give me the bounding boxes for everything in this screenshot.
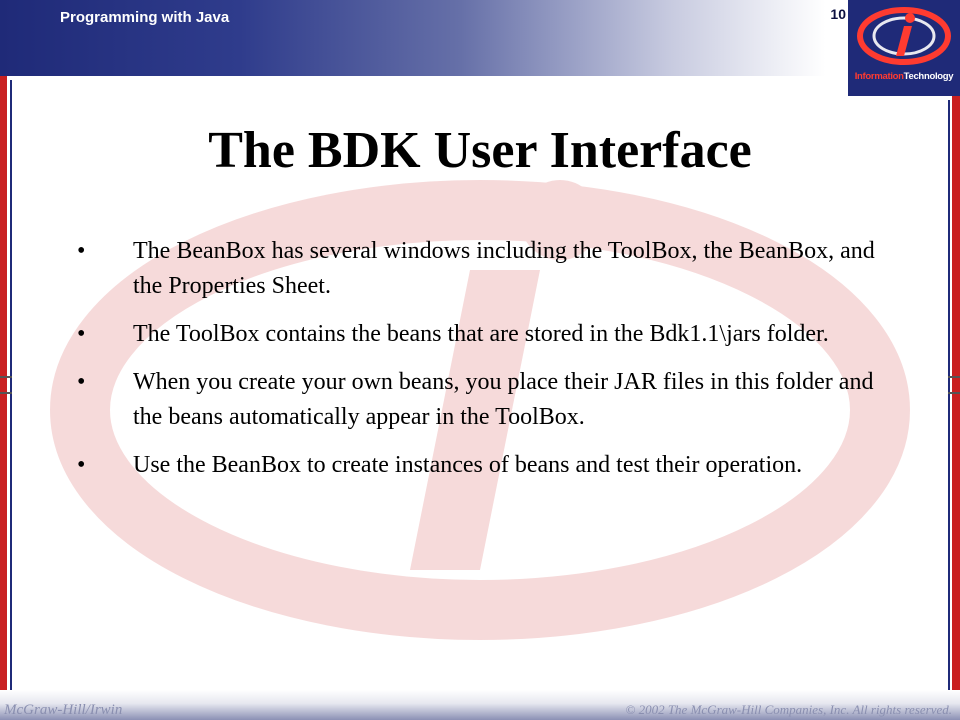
right-tick xyxy=(948,376,960,378)
bullet-text: The BeanBox has several windows including the ToolBox, the BeanBox, and the Properties Sheet. xyxy=(133,238,875,299)
bullet-text: The ToolBox contains the beans that are stored in the Bdk1.1\jars folder. xyxy=(133,321,829,347)
page-title: The BDK User Interface xyxy=(208,122,752,179)
left-tick xyxy=(0,392,12,394)
header-banner xyxy=(0,0,960,76)
logo-text-information: Information xyxy=(854,71,904,82)
right-border xyxy=(952,96,960,720)
bullet-item xyxy=(75,234,905,304)
bullet-list xyxy=(75,234,905,496)
bullet-item xyxy=(75,448,905,483)
bullet-text: When you create your own beans, you place their JAR files in this folder and the beans automatically appear in the ToolBox. xyxy=(133,369,874,430)
bullet-text: Use the BeanBox to create instances of beans and test their operation. xyxy=(133,452,803,478)
information-technology-logo-icon xyxy=(854,4,954,68)
right-tick xyxy=(948,392,960,394)
bullet-icon: • xyxy=(77,452,86,478)
footer-publisher: McGraw-Hill/Irwin xyxy=(4,702,123,718)
left-tick xyxy=(0,376,12,378)
bullet-icon: • xyxy=(77,321,86,347)
slide-number: 10 xyxy=(830,6,846,22)
logo-text xyxy=(848,71,960,82)
logo-text-technology: Technology xyxy=(903,71,954,82)
bullet-item xyxy=(75,365,905,435)
footer-copyright: © 2002 The McGraw-Hill Companies, Inc. All rights reserved. xyxy=(625,702,952,717)
course-title: Programming with Java xyxy=(60,9,230,26)
bullet-item xyxy=(75,317,905,352)
logo xyxy=(848,0,960,96)
right-border-line xyxy=(948,100,950,690)
bullet-icon: • xyxy=(77,238,86,264)
bullet-icon: • xyxy=(77,369,86,395)
